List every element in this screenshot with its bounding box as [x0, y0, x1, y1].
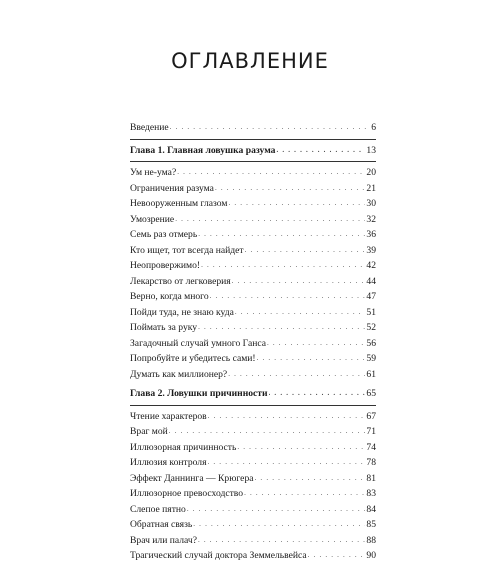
toc-entry-label: Глава 2. Ловушки причинности: [130, 388, 268, 399]
toc-entry: [130, 424, 376, 440]
dot-leader: [187, 502, 366, 518]
toc-entry: [130, 533, 376, 549]
toc-entry: [130, 471, 376, 487]
toc-entry-label: Ум не-ума?: [130, 167, 177, 178]
toc-page-number: 67: [366, 410, 376, 422]
toc-entry-label: Загадочный случай умного Ганса: [130, 337, 266, 349]
toc-page-number: 32: [366, 213, 376, 225]
toc-entry: [130, 440, 376, 456]
toc-entry: [130, 517, 376, 533]
dot-leader: [175, 212, 365, 228]
toc-page-number: 13: [366, 144, 376, 156]
dot-leader: [235, 305, 366, 321]
toc-entry: [130, 486, 376, 502]
dot-leader: [228, 196, 365, 212]
table-of-contents: [130, 120, 376, 564]
toc-entry: [130, 258, 376, 274]
toc-entry-intro: [130, 120, 376, 136]
toc-entry: [130, 548, 376, 564]
toc-entry: [130, 409, 376, 425]
dot-leader: [198, 533, 365, 549]
toc-entry-label: Эффект Даннинга — Крюгера: [130, 472, 254, 484]
toc-page-number: 30: [366, 198, 376, 209]
toc-entry: [130, 165, 376, 181]
toc-page-number: 88: [366, 534, 376, 546]
dot-leader: [170, 120, 371, 136]
toc-page-number: 47: [366, 291, 376, 302]
toc-page-number: 74: [366, 441, 376, 453]
toc-page-number: 44: [366, 275, 376, 287]
toc-entry-label: Ограничения разума: [130, 182, 214, 194]
toc-chapter-heading: [130, 386, 376, 402]
toc-entry: [130, 502, 376, 518]
dot-leader: [169, 424, 366, 440]
dot-leader: [276, 143, 365, 159]
dot-leader: [215, 181, 365, 197]
toc-page-number: 51: [366, 306, 376, 318]
toc-entry-label: Думать как миллионер?: [130, 368, 228, 380]
toc-page-number: 39: [366, 244, 376, 256]
toc-entry: [130, 336, 376, 352]
toc-entry-label: Иллюзия контроля: [130, 457, 207, 468]
toc-entry-label: Врач или палач?: [130, 534, 197, 546]
toc-entry: [130, 367, 376, 383]
toc-entry: [130, 181, 376, 197]
dot-leader: [257, 351, 366, 367]
toc-entry-label: Введение: [130, 122, 169, 133]
toc-entry-label: Поймать за руку: [130, 322, 198, 333]
toc-entry-label: Попробуйте и убедитесь сами!: [130, 353, 256, 364]
chapter-divider: [130, 139, 376, 140]
toc-page-number: 83: [366, 488, 376, 499]
dot-leader: [237, 440, 365, 456]
toc-page-number: 56: [366, 337, 376, 349]
toc-entry-label: Невооруженным глазом: [130, 198, 228, 209]
toc-page-number: 90: [366, 550, 376, 561]
toc-page-number: 59: [366, 353, 376, 364]
toc-entry-label: Семь раз отмерь: [130, 229, 198, 240]
toc-entry-label: Глава 1. Главная ловушка разума: [130, 144, 276, 156]
toc-entry-label: Кто ищет, тот всегда найдет: [130, 244, 244, 256]
dot-leader: [177, 165, 365, 181]
toc-page-number: 78: [366, 457, 376, 468]
toc-entry-label: Обратная связь: [130, 519, 193, 530]
dot-leader: [228, 367, 365, 383]
dot-leader: [193, 517, 365, 533]
dot-leader: [269, 386, 366, 402]
chapter-divider: [130, 161, 376, 162]
dot-leader: [198, 227, 365, 243]
dot-leader: [255, 471, 366, 487]
dot-leader: [245, 243, 366, 259]
toc-page-number: 21: [366, 182, 376, 194]
toc-entry: [130, 243, 376, 259]
dot-leader: [208, 455, 366, 471]
toc-entry-label: Слепое пятно: [130, 503, 186, 515]
toc-entry: [130, 212, 376, 228]
toc-entry-label: Верно, когда много: [130, 291, 209, 302]
page-title: ОГЛАВЛЕНИЕ: [171, 49, 329, 73]
toc-entry: [130, 274, 376, 290]
toc-entry: [130, 351, 376, 367]
toc-page-number: 85: [366, 519, 376, 530]
toc-entry-label: Лекарство от легковерия: [130, 275, 231, 287]
dot-leader: [308, 548, 366, 564]
toc-entry-label: Иллюзорное превосходство: [130, 488, 244, 499]
toc-entry: [130, 227, 376, 243]
dot-leader: [198, 320, 365, 336]
dot-leader: [232, 274, 366, 290]
toc-page-number: 36: [366, 229, 376, 240]
toc-entry-label: Иллюзорная причинность: [130, 441, 237, 453]
toc-page-number: 71: [366, 426, 376, 437]
toc-entry-label: Пойди туда, не знаю куда: [130, 306, 234, 318]
toc-entry-label: Умозрение: [130, 213, 175, 225]
toc-page-number: 65: [366, 388, 376, 399]
toc-page-number: 42: [366, 260, 376, 271]
toc-entry-label: Враг мой: [130, 426, 168, 437]
toc-page-number: 6: [371, 122, 376, 133]
toc-page-number: 84: [366, 503, 376, 515]
toc-entry-label: Чтение характеров: [130, 410, 207, 422]
toc-entry: [130, 320, 376, 336]
toc-chapter-heading: [130, 143, 376, 159]
toc-page-number: 61: [366, 368, 376, 380]
chapter-divider: [130, 405, 376, 406]
toc-entry: [130, 196, 376, 212]
toc-entry-label: Трагический случай доктора Земмельвейса: [130, 550, 307, 561]
dot-leader: [267, 336, 365, 352]
toc-entry: [130, 305, 376, 321]
dot-leader: [201, 258, 365, 274]
toc-entry-label: Неопровержимо!: [130, 260, 201, 271]
toc-entry: [130, 455, 376, 471]
dot-leader: [210, 289, 366, 305]
toc-entry: [130, 289, 376, 305]
dot-leader: [244, 486, 365, 502]
toc-page-number: 20: [366, 167, 376, 178]
dot-leader: [208, 409, 366, 425]
toc-page-number: 81: [366, 472, 376, 484]
toc-page-number: 52: [366, 322, 376, 333]
